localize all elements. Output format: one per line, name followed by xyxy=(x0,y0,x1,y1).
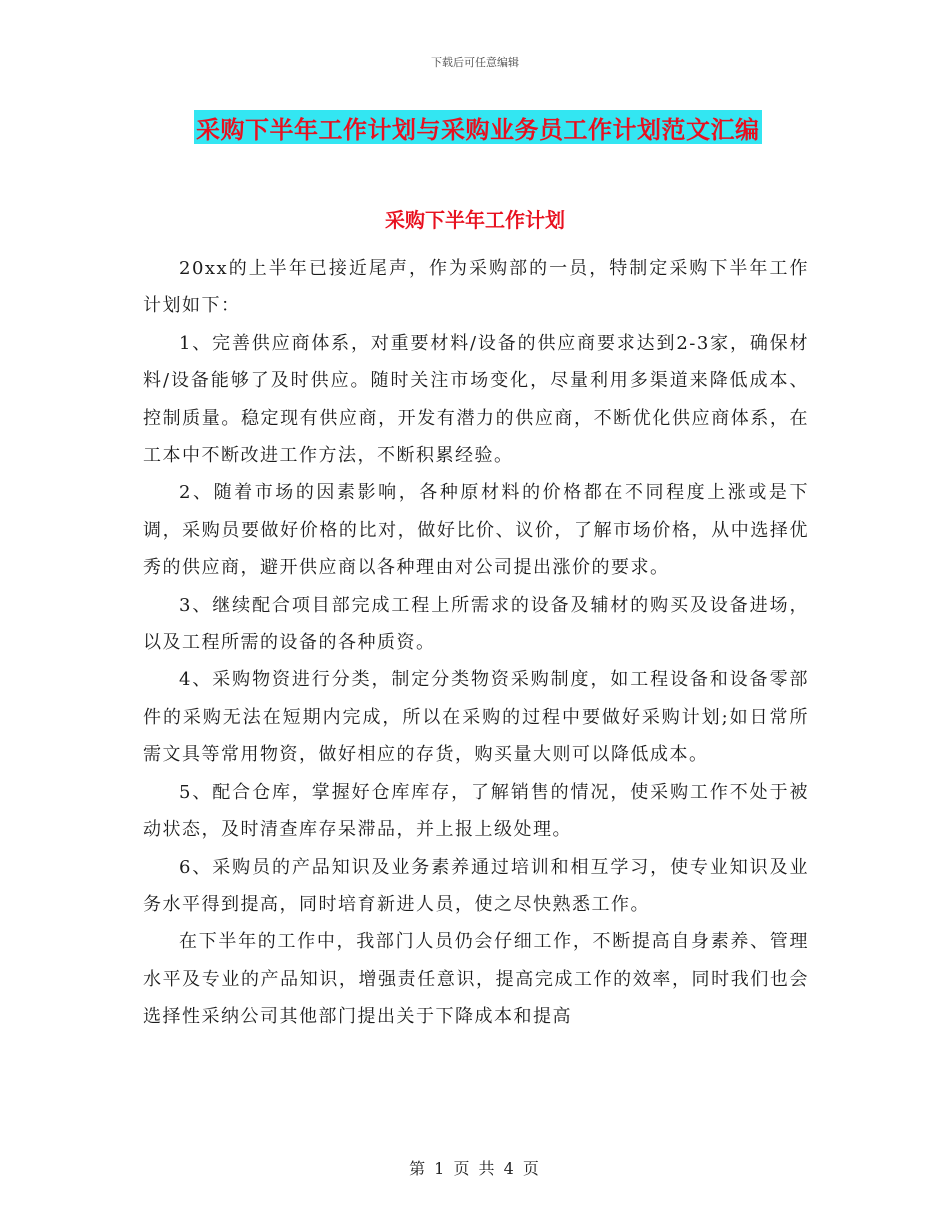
paragraph-intro: 20xx的上半年已接近尾声，作为采购部的一员，特制定采购下半年工作计划如下： xyxy=(143,258,809,317)
paragraph-item-1: 1、完善供应商体系，对重要材料/设备的供应商要求达到2-3家，确保材料/设备能够了及时供应。随时关注市场变化，尽量利用多渠道来降低成本、控制质量。稳定现有供应商，开发有潜力的供应商，不断优化供应商体系，在工本中不断改进工作方法，不断积累经验。 xyxy=(143,332,809,467)
paragraph-closing: 在下半年的工作中，我部门人员仍会仔细工作，不断提高自身素养、管理水平及专业的产品知识，增强责任意识，提高完成工作的效率，同时我们也会选择性采纳公司其他部门提出关于下降成本和提高 xyxy=(143,931,809,1028)
page-number-footer: 第 1 页 共 4 页 xyxy=(409,1159,541,1178)
document-body xyxy=(143,250,809,1036)
document-title-highlight xyxy=(194,110,762,144)
paragraph-item-6: 6、采购员的产品知识及业务素养通过培训和相互学习，使专业知识及业务水平得到提高，同时培育新进人员，使之尽快熟悉工作。 xyxy=(143,856,809,915)
document-title: 采购下半年工作计划与采购业务员工作计划范文汇编 xyxy=(196,115,760,144)
paragraph-item-3: 3、继续配合项目部完成工程上所需求的设备及辅材的购买及设备进场，以及工程所需的设备的各种质资。 xyxy=(143,594,809,654)
paragraph-item-4: 4、采购物资进行分类，制定分类物资采购制度，如工程设备和设备零部件的采购无法在短期内完成，所以在采购的过程中要做好采购计划;如日常所需文具等常用物资，做好相应的存货，购买量大则可以降低成本。 xyxy=(143,669,809,766)
paragraph-item-5: 5、配合仓库，掌握好仓库库存，了解销售的情况，使采购工作不处于被动状态，及时清查库存呆滞品，并上报上级处理。 xyxy=(143,781,809,841)
paragraph-item-2: 2、随着市场的因素影响，各种原材料的价格都在不同程度上涨或是下调，采购员要做好价格的比对，做好比价、议价，了解市场价格，从中选择优秀的供应商，避开供应商以各种理由对公司提出涨价的要求。 xyxy=(143,482,809,579)
section-title: 采购下半年工作计划 xyxy=(385,208,565,232)
header-note: 下载后可任意编辑 xyxy=(431,56,519,69)
